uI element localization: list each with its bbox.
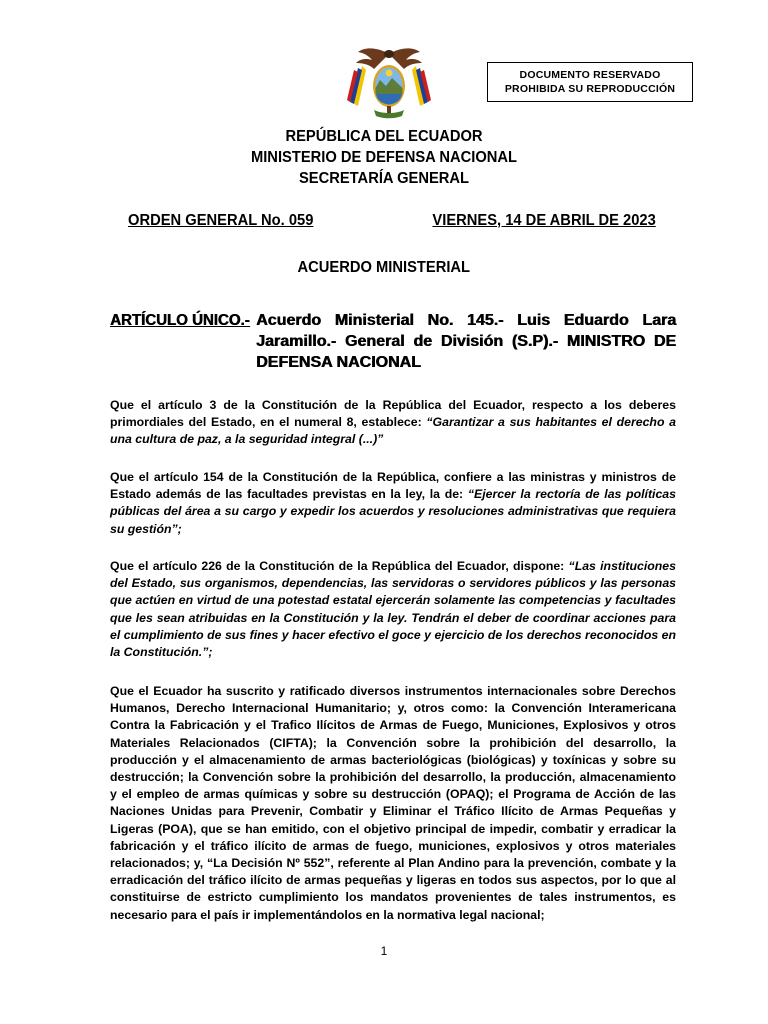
article-label-text: ARTÍCULO ÚNICO (110, 312, 241, 329)
paragraph-2-quote: “Ejercer la rectoría de las políticas públicas del área a su cargo y expedir los acuerdos y resoluciones administrativas que requiera su gestión”; (110, 487, 676, 536)
header-republic: REPÚBLICA DEL ECUADOR (285, 128, 483, 145)
section-title (0, 259, 768, 277)
order-info-row (128, 212, 656, 230)
reserved-line-2: PROHIBIDA SU REPRODUCCIÓN (504, 83, 676, 95)
paragraph-3-quote: “Las instituciones del Estado, sus organismos, dependencias, las servidoras o servidores públicos y las personas que actúen en virtud de una potestad estatal ejercerán solamente las competencias y facultades que les sean atribuidas en la Constitución y la ley. Tendrán el deber de coordinar acciones para el cumplimiento de sus fines y hacer efectivo el goce y ejercicio de los derechos reconocidos en la Constitución.”; (110, 559, 676, 660)
article-text: Acuerdo Ministerial No. 145.- Luis Eduardo Lara Jaramillo.- General de División (S.P).- MINISTRO DE DEFENSA NACIONAL (256, 312, 676, 371)
paragraph-4-text: Que el Ecuador ha suscrito y ratificado diversos instrumentos internacionales sobre Derechos Humanos, Derecho Internacional Humanitario; y, otros como: la Convención Interamericana Contra la Fabricación y el Trafico Ilícitos de Armas de Fuego, Municiones, Explosivos y otros Materiales Relacionados (CIFTA); la Convención sobre la prohibición del desarrollo, la producción y el almacenamiento de armas bacteriológicas (biológicas) y toxínicas y sobre su destrucción; la Convención sobre la prohibición del desarrollo, la producción, almacenamiento y el empleo de armas químicas y sobre su destrucción (OPAQ); el Programa de Acción de las Naciones Unidas para Prevenir, Combatir y Eliminar el Tráfico Ilícito de Armas Pequeñas y Ligeras (POA), que se han emitido, con el objetivo principal de impedir, combatir y erradicar la fabricación y el tráfico ilícito de armas de fuego, municiones, explosivos y otros materiales relacionados; y, “La Decisión Nº 552”, referente al Plan Andino para la prevención, combate y la erradicación del tráfico ilícito de armas pequeñas y ligeras en todos sus aspectos, por lo que al constituirse de estricto cumplimiento los mandatos provenientes de tales instrumentos, es necesario para el país ir implementándolos en la normativa legal nacional; (110, 684, 676, 922)
header-ministry: MINISTERIO DE DEFENSA NACIONAL (250, 149, 518, 166)
reserved-document-notice (487, 62, 693, 102)
section-title-text: ACUERDO MINISTERIAL (297, 259, 471, 276)
paragraph-2 (110, 469, 676, 538)
paragraph-1-text: Que el artículo 3 de la Constitución de la República del Ecuador, respecto a los deberes primordiales del Estado, en el numeral 8, establece: (110, 398, 676, 430)
article-block (110, 310, 676, 373)
paragraph-1-quote: “Garantizar a sus habitantes el derecho a una cultura de paz, a la seguridad integral (...)” (110, 415, 676, 447)
paragraph-1 (110, 397, 676, 449)
page-number: 1 (380, 944, 388, 958)
paragraph-4 (110, 683, 676, 924)
reserved-line-1: DOCUMENTO RESERVADO (519, 69, 661, 81)
paragraph-2-text: Que el artículo 154 de la Constitución de la República, confiere a las ministras y ministros de Estado además de las facultades previstas en la ley, la de: (110, 470, 676, 502)
header-secretariat: SECRETARÍA GENERAL (298, 170, 470, 187)
paragraph-3-text: Que el artículo 226 de la Constitución de la República del Ecuador, dispone: (110, 559, 569, 573)
ecuador-coat-of-arms-icon (344, 44, 434, 122)
article-label-suffix: .- (240, 312, 250, 329)
order-date: VIERNES, 14 DE ABRIL DE 2023 (432, 212, 656, 229)
order-number: ORDEN GENERAL No. 059 (128, 212, 314, 229)
article-label (110, 310, 250, 331)
document-header (0, 126, 768, 189)
paragraph-3 (110, 558, 676, 661)
